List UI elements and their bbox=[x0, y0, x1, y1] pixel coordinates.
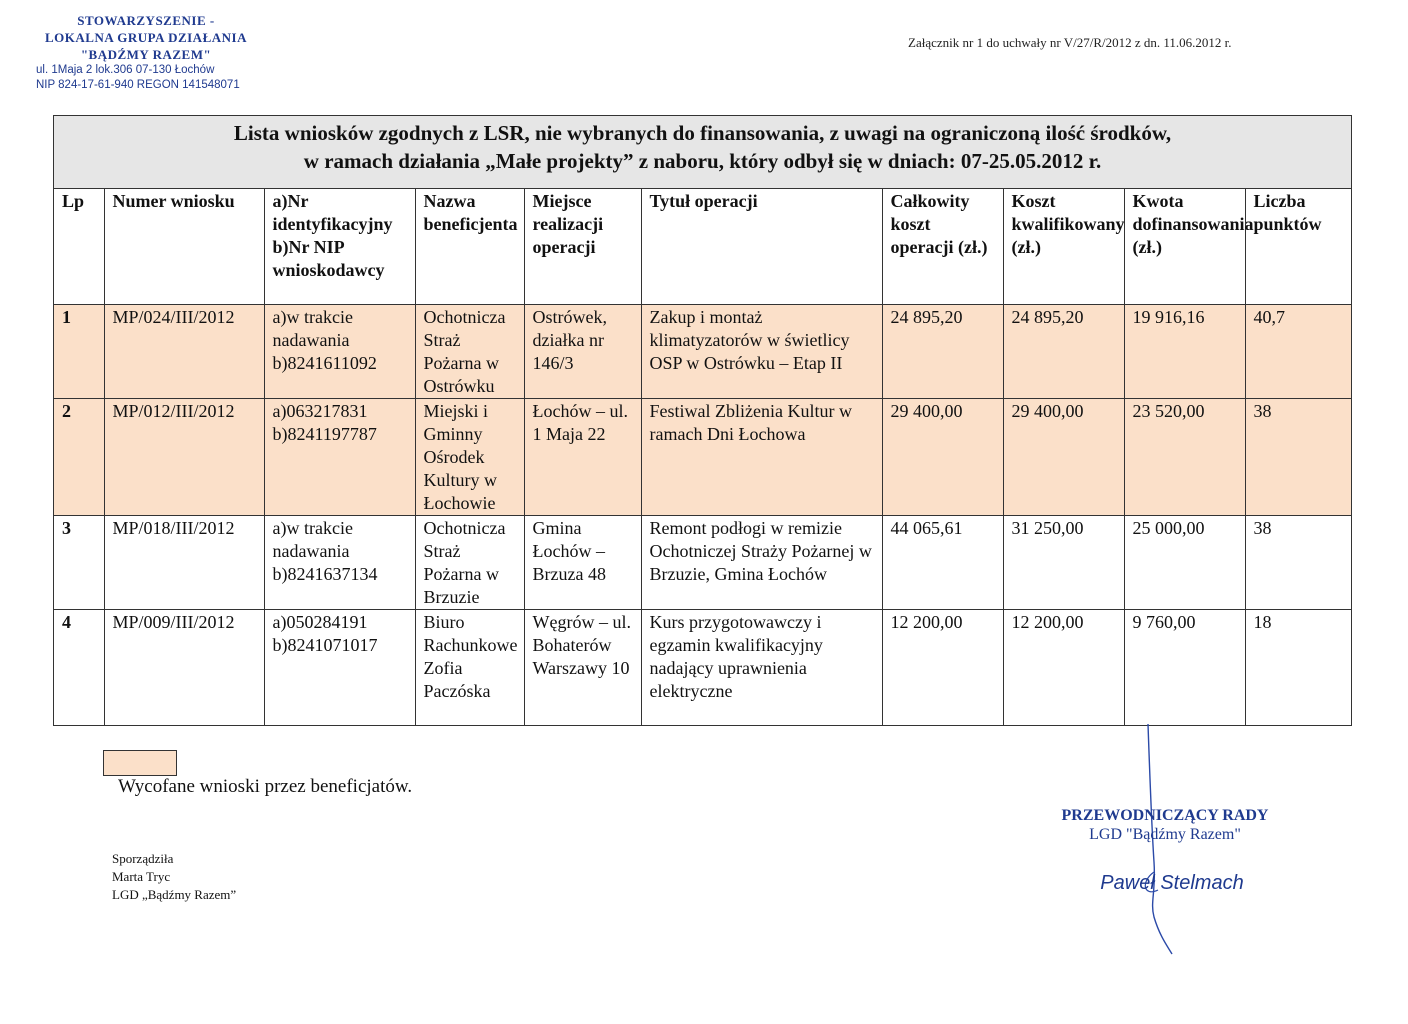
table-row bbox=[54, 398, 1351, 515]
attachment-note: Załącznik nr 1 do uchwały nr V/27/R/2012 z dn. 11.06.2012 r. bbox=[908, 35, 1232, 50]
cell-title: Remont podłogi w remizie Ochotniczej Straży Pożarnej w Brzuzie, Gmina Łochów bbox=[641, 515, 882, 609]
document-title bbox=[54, 116, 1351, 189]
cell-number: MP/024/III/2012 bbox=[104, 304, 264, 398]
cell-title: Festiwal Zbliżenia Kultur w ramach Dni Łochowa bbox=[641, 398, 882, 515]
column-header: Miejsce realizacji operacji bbox=[524, 189, 641, 304]
prepared-label: Sporządziła bbox=[112, 851, 174, 866]
prepared-by bbox=[112, 850, 236, 904]
stamp-nip-regon: NIP 824-17-61-940 REGON 141548071 bbox=[36, 79, 240, 91]
cell-lp: 2 bbox=[54, 398, 104, 515]
cell-points: 18 bbox=[1245, 609, 1351, 725]
cell-location: Węgrów – ul. Bohaterów Warszawy 10 bbox=[524, 609, 641, 725]
column-header: Liczba punktów bbox=[1245, 189, 1351, 304]
cell-total-cost: 44 065,61 bbox=[882, 515, 1003, 609]
cell-title: Kurs przygotowawczy i egzamin kwalifikacyjny nadający uprawnienia elektryczne bbox=[641, 609, 882, 725]
cell-funding: 25 000,00 bbox=[1124, 515, 1245, 609]
cell-location: Ostrówek, działka nr 146/3 bbox=[524, 304, 641, 398]
legend-text: Wycofane wnioski przez beneficjatów. bbox=[118, 776, 413, 797]
cell-lp: 4 bbox=[54, 609, 104, 725]
table-row bbox=[54, 304, 1351, 398]
cell-beneficiary: Ochotnicza Straż Pożarna w Ostrówku bbox=[415, 304, 524, 398]
cell-title: Zakup i montaż klimatyzatorów w świetlicy OSP w Ostrówku – Etap II bbox=[641, 304, 882, 398]
cell-beneficiary: Ochotnicza Straż Pożarna w Brzuzie bbox=[415, 515, 524, 609]
cell-id: a)050284191 b)8241071017 bbox=[264, 609, 415, 725]
cell-points: 38 bbox=[1245, 398, 1351, 515]
cell-beneficiary: Biuro Rachunkowe Zofia Paczóska bbox=[415, 609, 524, 725]
cell-id: a)w trakcie nadawania b)8241637134 bbox=[264, 515, 415, 609]
table-row bbox=[54, 515, 1351, 609]
cell-number: MP/012/III/2012 bbox=[104, 398, 264, 515]
cell-eligible-cost: 24 895,20 bbox=[1003, 304, 1124, 398]
legend-swatch bbox=[103, 750, 177, 776]
cell-number: MP/018/III/2012 bbox=[104, 515, 264, 609]
stamp-address: ul. 1Maja 2 lok.306 07-130 Łochów bbox=[36, 64, 215, 76]
applications-sheet bbox=[53, 115, 1352, 726]
cell-points: 40,7 bbox=[1245, 304, 1351, 398]
cell-lp: 1 bbox=[54, 304, 104, 398]
column-header: Numer wniosku bbox=[104, 189, 264, 304]
cell-total-cost: 12 200,00 bbox=[882, 609, 1003, 725]
cell-funding: 19 916,16 bbox=[1124, 304, 1245, 398]
chairman-name: Paweł Stelmach bbox=[1100, 872, 1244, 894]
prepared-org: LGD „Bądźmy Razem” bbox=[112, 887, 237, 902]
cell-total-cost: 24 895,20 bbox=[882, 304, 1003, 398]
cell-eligible-cost: 31 250,00 bbox=[1003, 515, 1124, 609]
cell-funding: 23 520,00 bbox=[1124, 398, 1245, 515]
cell-eligible-cost: 12 200,00 bbox=[1003, 609, 1124, 725]
cell-lp: 3 bbox=[54, 515, 104, 609]
cell-location: Gmina Łochów – Brzuza 48 bbox=[524, 515, 641, 609]
stamp-line-1: STOWARZYSZENIE - bbox=[77, 13, 215, 28]
cell-number: MP/009/III/2012 bbox=[104, 609, 264, 725]
table-row bbox=[54, 609, 1351, 725]
column-header: a)Nr identyfikacyjny b)Nr NIP wnioskodawcy bbox=[264, 189, 415, 304]
cell-location: Łochów – ul. 1 Maja 22 bbox=[524, 398, 641, 515]
cell-funding: 9 760,00 bbox=[1124, 609, 1245, 725]
stamp-line-2: LOKALNA GRUPA DZIAŁANIA bbox=[45, 30, 247, 45]
applications-table bbox=[54, 189, 1351, 725]
cell-points: 38 bbox=[1245, 515, 1351, 609]
prepared-name: Marta Tryc bbox=[112, 869, 171, 884]
cell-beneficiary: Miejski i Gminny Ośrodek Kultury w Łochowie bbox=[415, 398, 524, 515]
column-header: Kwota dofinansowania (zł.) bbox=[1124, 189, 1245, 304]
cell-id: a)w trakcie nadawania b)8241611092 bbox=[264, 304, 415, 398]
chairman-signature-block bbox=[1040, 806, 1290, 895]
table-header-row bbox=[54, 189, 1351, 304]
column-header: Tytuł operacji bbox=[641, 189, 882, 304]
cell-eligible-cost: 29 400,00 bbox=[1003, 398, 1124, 515]
chairman-org: LGD "Bądźmy Razem" bbox=[1089, 826, 1241, 843]
column-header: Nazwa beneficjenta bbox=[415, 189, 524, 304]
title-line-2: w ramach działania „Małe projekty” z naboru, który odbył się w dniach: 07-25.05.2012 r. bbox=[303, 149, 1102, 173]
cell-id: a)063217831 b)8241197787 bbox=[264, 398, 415, 515]
title-line-1: Lista wniosków zgodnych z LSR, nie wybranych do finansowania, z uwagi na ograniczoną ilość środków, bbox=[233, 121, 1172, 145]
stamp-line-3: "BĄDŹMY RAZEM" bbox=[80, 47, 212, 62]
column-header: Całkowity koszt operacji (zł.) bbox=[882, 189, 1003, 304]
column-header: Koszt kwalifikowany (zł.) bbox=[1003, 189, 1124, 304]
association-stamp bbox=[30, 12, 262, 93]
chairman-title: PRZEWODNICZĄCY RADY bbox=[1061, 807, 1269, 824]
cell-total-cost: 29 400,00 bbox=[882, 398, 1003, 515]
column-header: Lp bbox=[54, 189, 104, 304]
